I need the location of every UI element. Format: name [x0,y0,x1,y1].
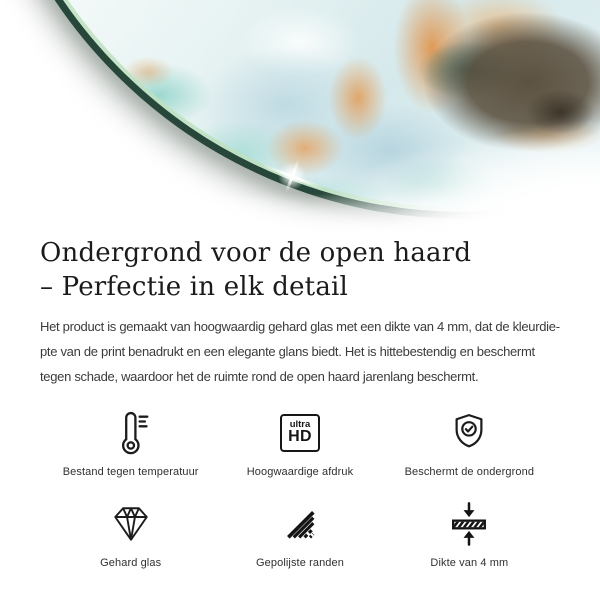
feature-label: Beschermt de ondergrond [404,466,535,478]
product-description-section [0,236,600,569]
page-title-line2: – Perfectie in elk detail [40,272,349,302]
feature-label: Gehard glas [100,557,162,569]
feature-protection [385,409,554,478]
shield-check-icon [447,409,491,457]
feature-label: Hoogwaardige afdruk [246,466,354,478]
feature-tempered-glass [46,500,215,569]
description-line: Het product is gemaakt van hoogwaardig gehard glas met een dikte van 4 mm, dat de kleurdie- [40,319,560,334]
page-title-line1: Ondergrond voor de open haard [40,238,472,268]
thermometer-icon [108,409,154,457]
hero-white-fade [0,0,600,236]
feature-label: Gepolijste randen [256,557,344,569]
thickness-4mm-icon [446,500,492,548]
diamond-icon [110,500,152,548]
page-title [40,236,560,304]
feature-temperature [46,409,215,478]
feature-thickness [385,500,554,569]
polished-edges-icon [280,500,320,548]
description-line: tegen schade, waardoor het de ruimte rond de open haard jarenlang beschermt. [40,369,479,384]
ultra-hd-icon: ultra HD [280,409,320,457]
feature-grid [40,409,560,569]
description-line: pte van de print benadrukt en een elegante glans biedt. Het is hittebestendig en beschermt [40,344,535,359]
feature-label: Dikte van 4 mm [430,557,509,569]
feature-print-quality [215,409,384,478]
feature-label: Bestand tegen temperatuur [62,466,199,478]
hero-product-image [0,0,600,236]
feature-polished-edges [215,500,384,569]
product-description-text [40,314,560,389]
